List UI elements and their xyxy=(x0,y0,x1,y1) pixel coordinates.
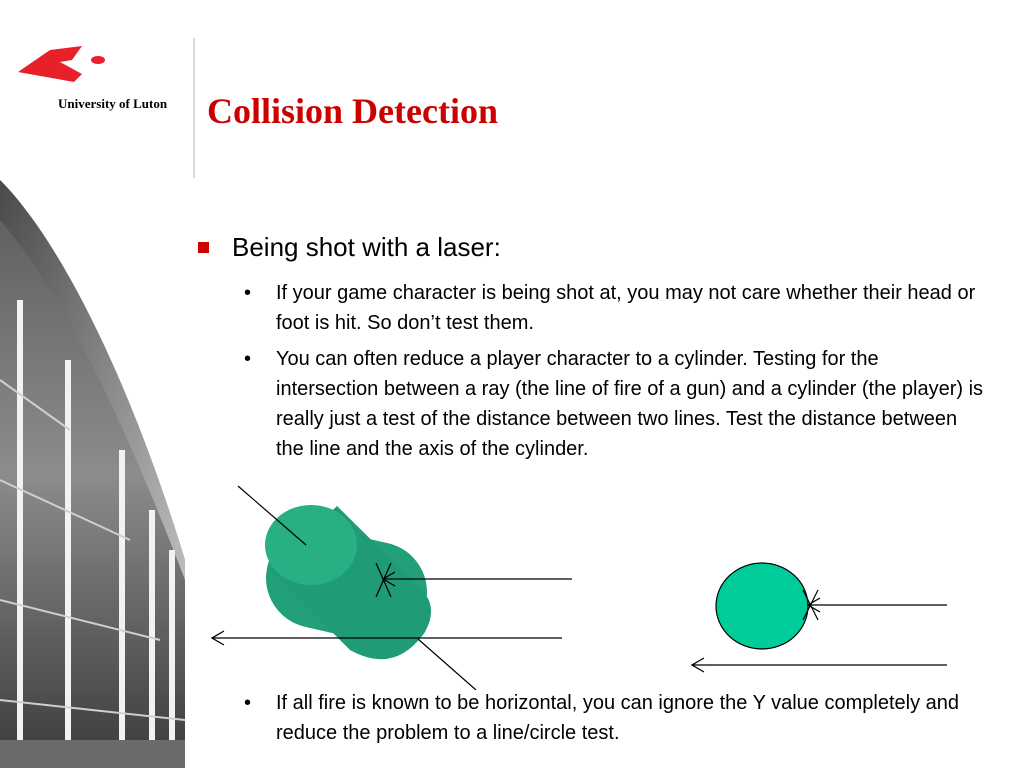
logo-text: University of Luton xyxy=(58,96,168,111)
slide-title: Collision Detection xyxy=(207,91,498,131)
bullet-text: You can often reduce a player character to a cylinder. Testing for the intersection between a ray (the line of fire of a gun) and a cylinder (the player) is really just a test of the distance between two lines. Test the distance between the line and the axis of the cylinder. xyxy=(276,348,984,460)
bullet-dot-icon: • xyxy=(244,282,252,304)
square-bullet-icon xyxy=(198,242,209,253)
bullet-text: If your game character is being shot at, you may not care whether their head or foot is hit. So don’t test them. xyxy=(276,282,976,334)
collision-diagram xyxy=(205,480,965,690)
bullet-dot-icon: • xyxy=(244,692,252,714)
bullet-text: If all fire is known to be horizontal, you can ignore the Y value completely and reduce the problem to a line/circle test. xyxy=(276,692,959,744)
circle-figure xyxy=(716,563,808,649)
bullet-dot-icon: • xyxy=(244,348,252,370)
luton-logo-icon xyxy=(12,38,182,128)
cylinder-figure xyxy=(265,505,432,660)
heading-text: Being shot with a laser: xyxy=(232,232,501,262)
header-divider xyxy=(193,38,195,178)
cylinder-axis-line xyxy=(418,639,476,690)
building-photo xyxy=(0,180,185,768)
